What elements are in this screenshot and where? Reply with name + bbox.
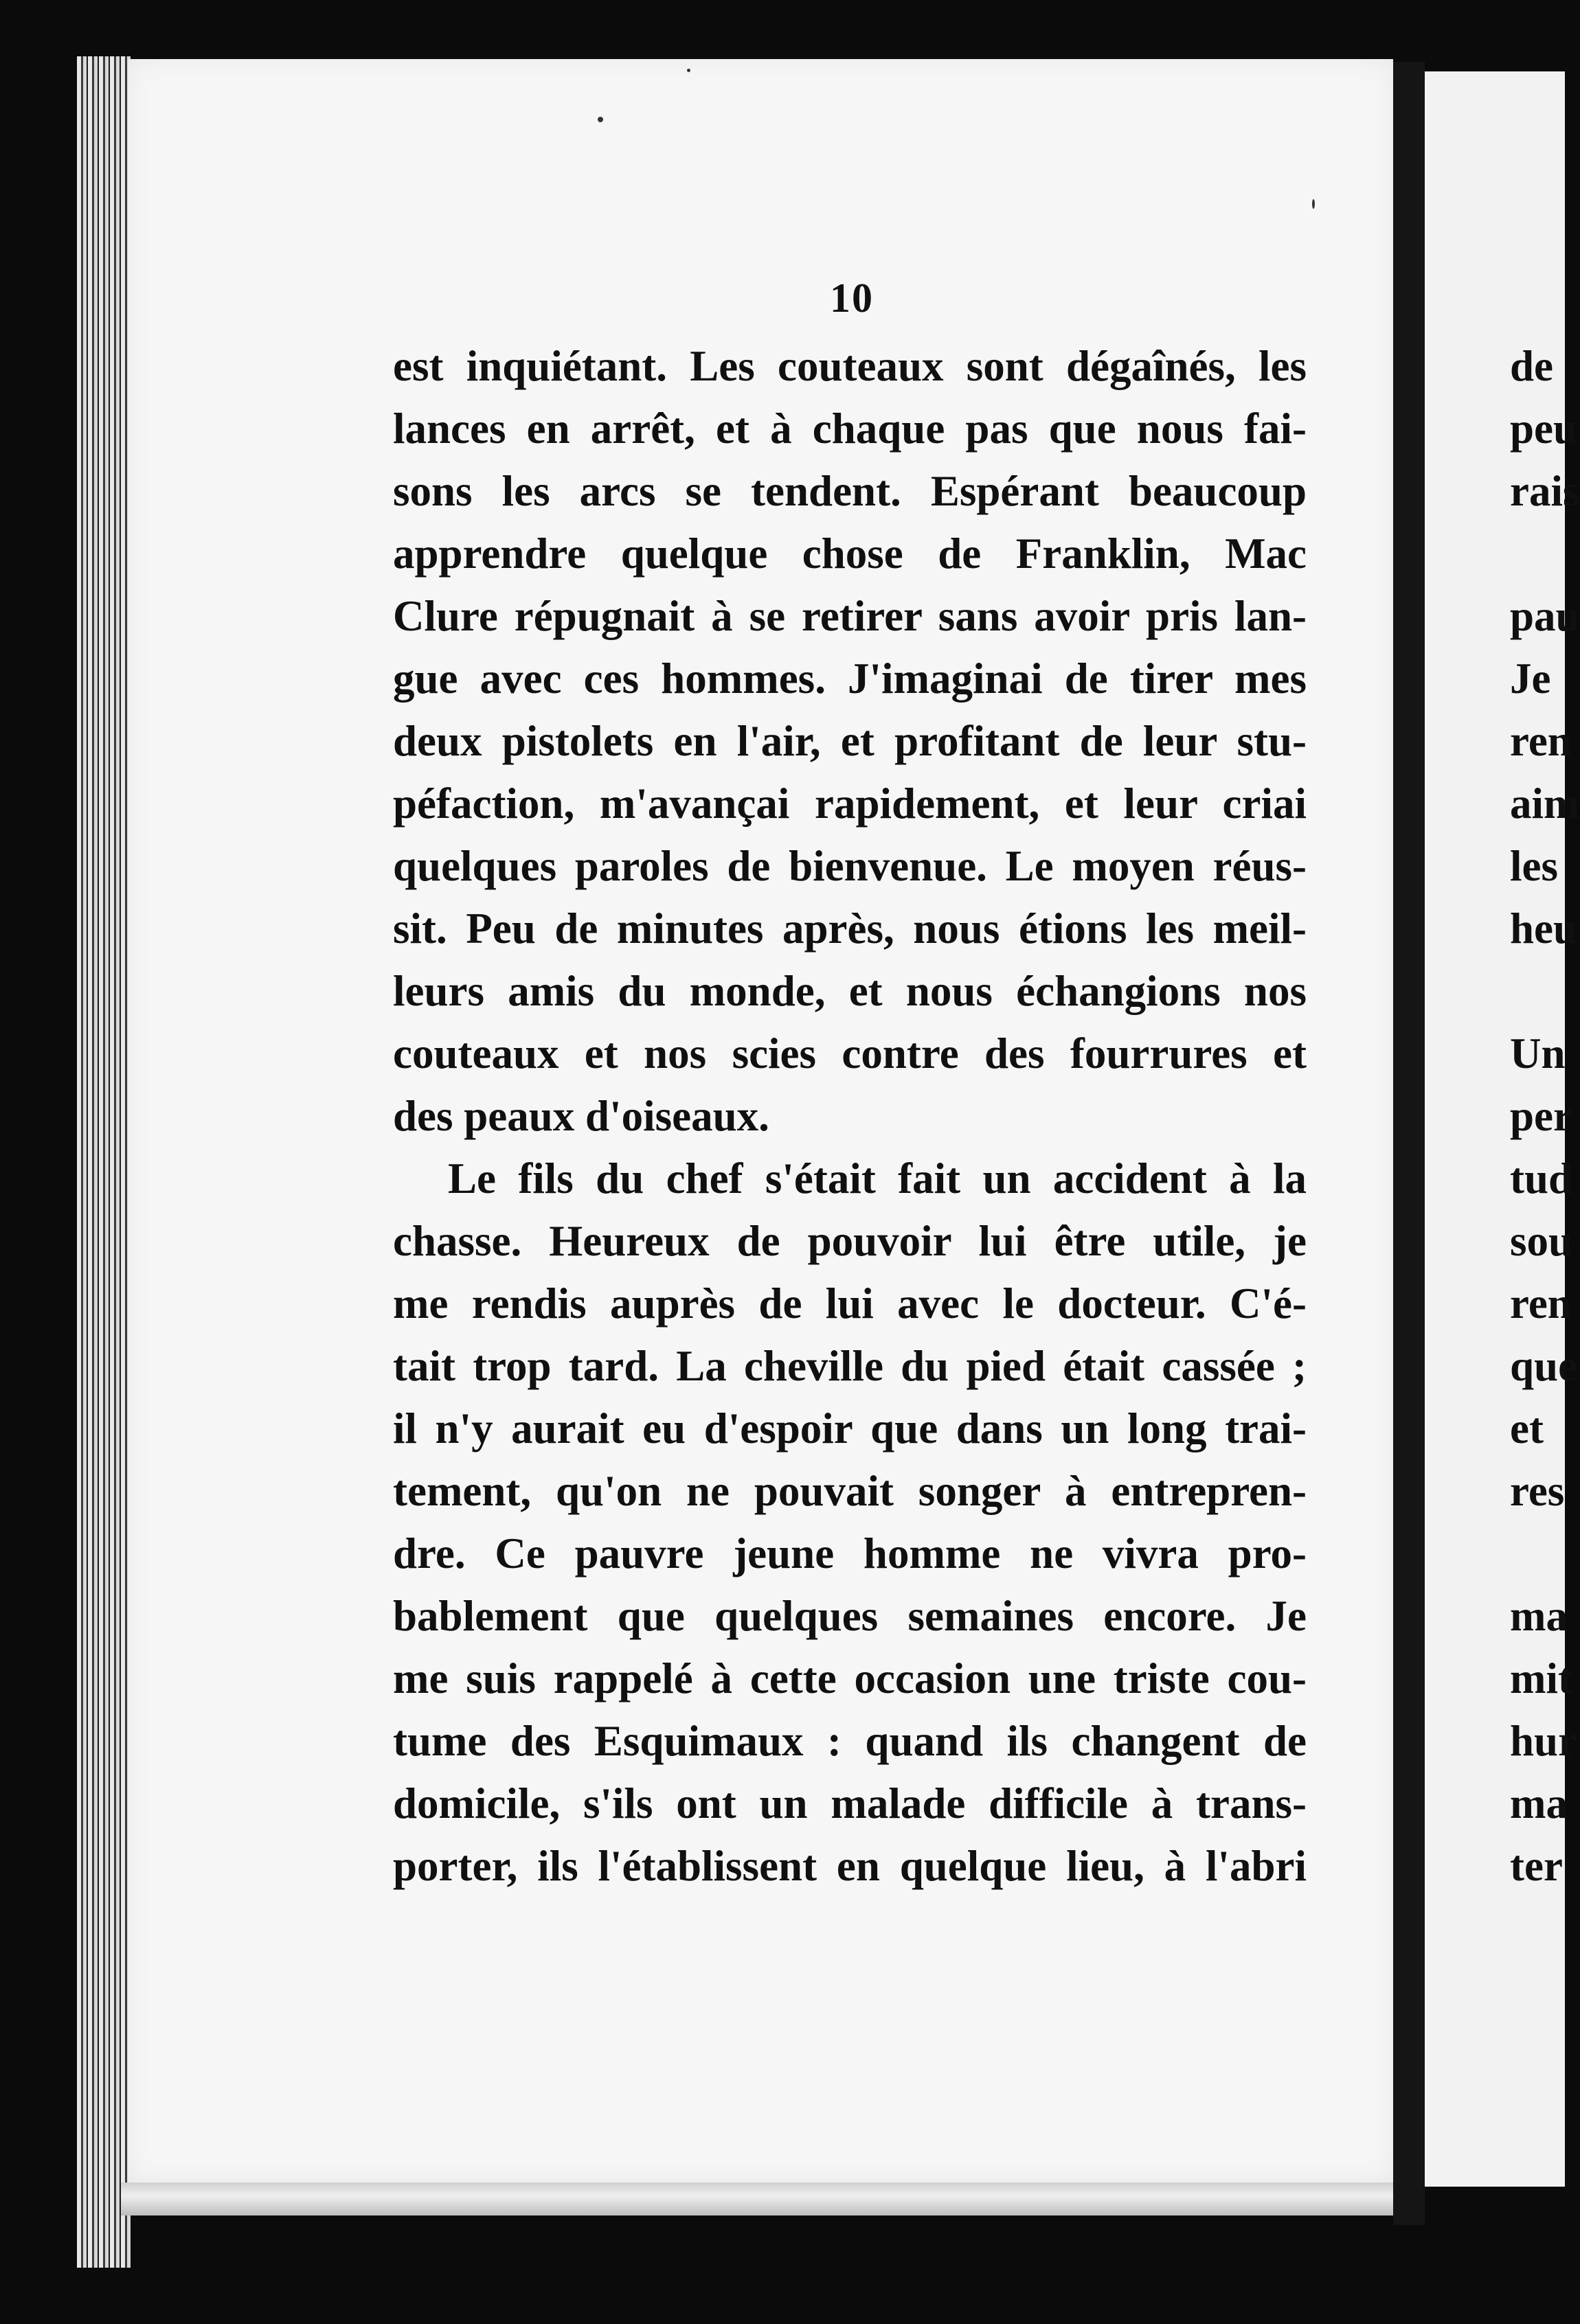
- text-line: des peaux d'oiseaux.: [393, 1092, 769, 1140]
- facing-line-fragment: [1510, 960, 1565, 1023]
- text-line: quelques paroles de bienvenue. Le moyen réus-: [393, 842, 1307, 890]
- page-edges: [77, 56, 131, 2268]
- text-line: couteaux et nos scies contre des fourrures et: [393, 1029, 1307, 1078]
- text-line: tement, qu'on ne pouvait songer à entrepren-: [393, 1467, 1307, 1515]
- facing-line-fragment: per: [1510, 1092, 1572, 1140]
- facing-line-fragment: res: [1510, 1467, 1565, 1515]
- facing-line-fragment: que: [1510, 1342, 1578, 1390]
- text-line: sons les arcs se tendent. Espérant beaucoup: [393, 467, 1307, 515]
- text-line: chasse. Heureux de pouvoir lui être utile, je: [393, 1217, 1307, 1265]
- text-line: domicile, s'ils ont un malade difficile à trans-: [393, 1779, 1307, 1827]
- facing-line-fragment: rais: [1510, 467, 1580, 515]
- facing-line-fragment: ren: [1510, 1279, 1572, 1328]
- text-line: me rendis auprès de lui avec le docteur. C'é-: [393, 1279, 1307, 1328]
- facing-line-fragment: ren: [1510, 717, 1572, 765]
- facing-line-fragment: aim: [1510, 779, 1580, 828]
- scan-speck: [687, 69, 690, 72]
- text-line: est inquiétant. Les couteaux sont dégaînés, les: [393, 342, 1307, 390]
- text-line: lances en arrêt, et à chaque pas que nous fai-: [393, 405, 1307, 453]
- page-text: [393, 335, 1307, 1898]
- scan-speck: [598, 117, 603, 122]
- text-line: me suis rappelé à cette occasion une triste cou-: [393, 1654, 1307, 1702]
- facing-line-fragment: peu: [1510, 405, 1578, 453]
- facing-line-fragment: Je: [1510, 654, 1551, 703]
- text-line: dre. Ce pauvre jeune homme ne vivra pro-: [393, 1529, 1307, 1577]
- facing-line-fragment: tud: [1510, 1154, 1573, 1203]
- facing-line-fragment: heu: [1510, 904, 1578, 953]
- facing-line-fragment: les: [1510, 842, 1558, 890]
- facing-line-fragment: mit: [1510, 1654, 1572, 1702]
- text-line: Clure répugnait à se retirer sans avoir pris lan-: [393, 592, 1307, 640]
- text-line: Le fils du chef s'était fait un accident à la: [448, 1154, 1307, 1203]
- facing-page-text: [1510, 335, 1580, 1898]
- facing-line-fragment: ma: [1510, 1592, 1568, 1640]
- page-bottom-edge: [121, 2183, 1393, 2215]
- text-line: apprendre quelque chose de Franklin, Mac: [393, 529, 1307, 578]
- text-line: leurs amis du monde, et nous échangions nos: [393, 967, 1307, 1015]
- text-line: il n'y aurait eu d'espoir que dans un long trai-: [393, 1404, 1307, 1452]
- facing-line-fragment: Un: [1510, 1029, 1566, 1078]
- facing-line-fragment: hur: [1510, 1717, 1578, 1765]
- text-line: bablement que quelques semaines encore. Je: [393, 1592, 1307, 1640]
- facing-line-fragment: ter: [1510, 1842, 1563, 1890]
- text-line: sit. Peu de minutes après, nous étions les meil-: [393, 904, 1307, 953]
- facing-line-fragment: et: [1510, 1404, 1544, 1452]
- facing-line-fragment: sou: [1510, 1217, 1573, 1265]
- text-line: péfaction, m'avançai rapidement, et leur criai: [393, 779, 1307, 828]
- text-line: porter, ils l'établissent en quelque lieu, à l'abri: [393, 1842, 1307, 1890]
- scan-speck: [1312, 199, 1315, 209]
- facing-line-fragment: de: [1510, 342, 1553, 390]
- text-line: tait trop tard. La cheville du pied était cassée ;: [393, 1342, 1307, 1390]
- facing-line-fragment: pau: [1510, 592, 1580, 640]
- book-gutter: [1393, 62, 1425, 2225]
- page-number: 10: [830, 275, 874, 321]
- facing-line-fragment: ma: [1510, 1779, 1568, 1827]
- text-line: tume des Esquimaux : quand ils changent de: [393, 1717, 1307, 1765]
- facing-line-fragment: [1510, 523, 1565, 585]
- facing-line-fragment: [1510, 1523, 1565, 1585]
- text-line: deux pistolets en l'air, et profitant de leur stu-: [393, 717, 1307, 765]
- text-line: gue avec ces hommes. J'imaginai de tirer mes: [393, 654, 1307, 703]
